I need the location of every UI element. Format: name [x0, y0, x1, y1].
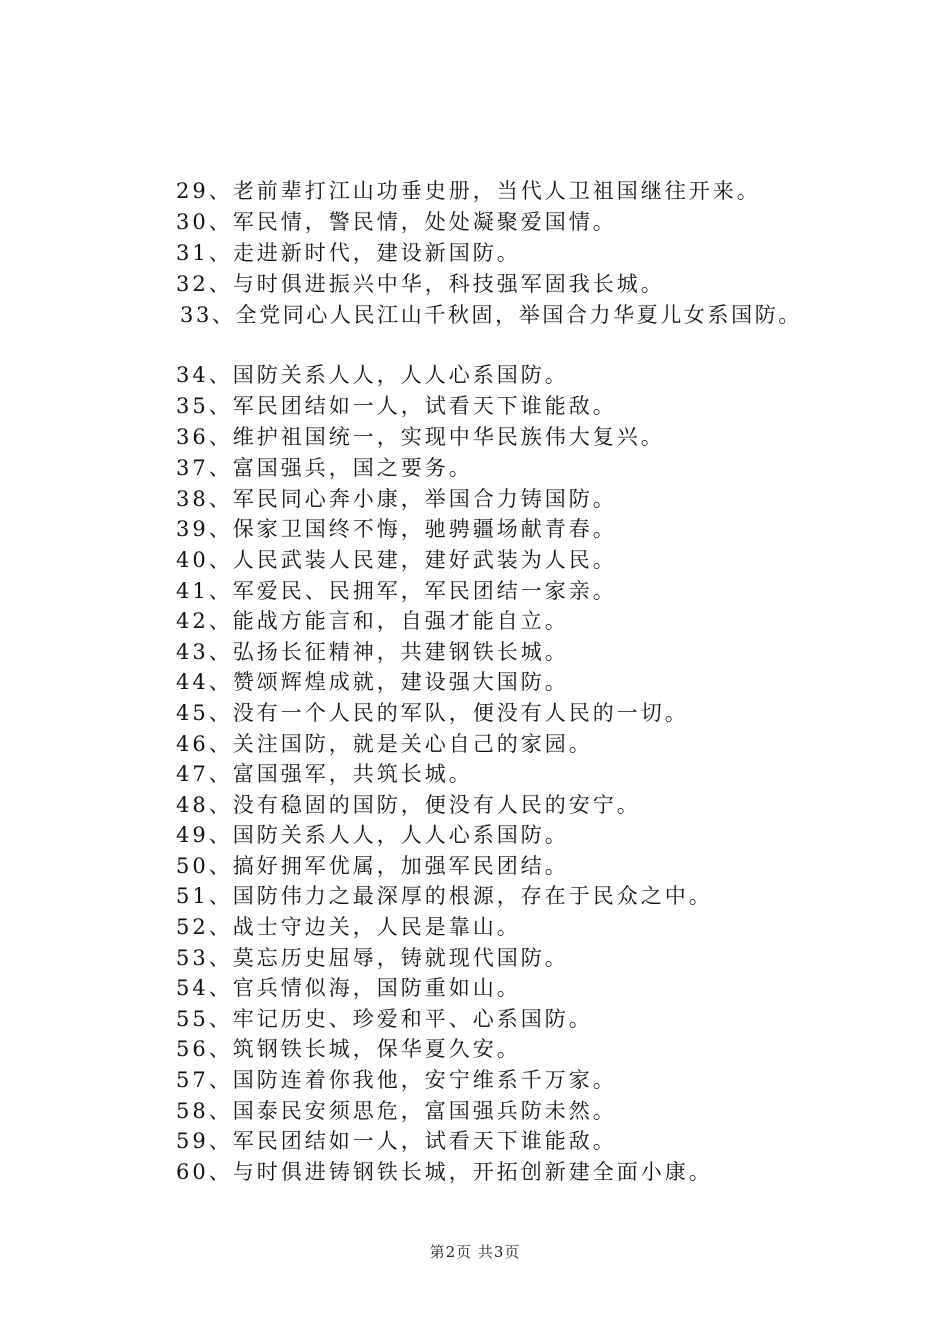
slogan-line-57: 57、国防连着你我他，安宁维系千万家。 [176, 1068, 617, 1092]
slogan-line-53: 53、莫忘历史屈辱，铸就现代国防。 [176, 946, 569, 970]
slogan-line-39: 39、保家卫国终不悔，驰骋疆场献青春。 [176, 517, 617, 541]
slogan-line-58: 58、国泰民安须思危，富国强兵防未然。 [176, 1099, 617, 1123]
slogan-line-47: 47、富国强军，共筑长城。 [176, 762, 473, 786]
slogan-line-60: 60、与时俱进铸钢铁长城，开拓创新建全面小康。 [176, 1160, 713, 1184]
slogan-line-41: 41、军爱民、民拥军，军民团结一家亲。 [176, 579, 617, 603]
slogan-line-30: 30、军民情，警民情，处处凝聚爱国情。 [176, 210, 617, 234]
slogan-line-55: 55、牢记历史、珍爱和平、心系国防。 [176, 1007, 593, 1031]
slogan-line-45: 45、没有一个人民的军队，便没有人民的一切。 [176, 701, 689, 725]
slogan-line-31: 31、走进新时代，建设新国防。 [176, 241, 521, 265]
page-footer: 第2页 共3页 [429, 1243, 521, 1261]
slogan-line-34: 34、国防关系人人，人人心系国防。 [176, 363, 569, 387]
slogan-line-44: 44、赞颂辉煌成就，建设强大国防。 [176, 670, 569, 694]
slogan-line-48: 48、没有稳固的国防，便没有人民的安宁。 [176, 793, 641, 817]
slogan-line-35: 35、军民团结如一人，试看天下谁能敌。 [176, 394, 617, 418]
slogan-line-33: 33、全党同心人民江山千秋固，举国合力华夏儿女系国防。 [180, 303, 802, 327]
slogan-line-52: 52、战士守边关，人民是靠山。 [176, 915, 521, 939]
slogan-line-50: 50、搞好拥军优属，加强军民团结。 [176, 854, 569, 878]
slogan-line-43: 43、弘扬长征精神，共建钢铁长城。 [176, 640, 569, 664]
slogan-line-29: 29、老前辈打江山功垂史册，当代人卫祖国继往开来。 [176, 179, 761, 203]
slogan-line-51: 51、国防伟力之最深厚的根源，存在于民众之中。 [176, 884, 713, 908]
slogan-line-42: 42、能战方能言和，自强才能自立。 [176, 609, 569, 633]
slogan-line-37: 37、富国强兵，国之要务。 [176, 456, 473, 480]
slogan-line-40: 40、人民武装人民建，建好武装为人民。 [176, 548, 617, 572]
slogan-line-49: 49、国防关系人人，人人心系国防。 [176, 823, 569, 847]
slogan-line-56: 56、筑钢铁长城，保华夏久安。 [176, 1037, 521, 1061]
slogan-line-59: 59、军民团结如一人，试看天下谁能敌。 [176, 1129, 617, 1153]
slogan-line-36: 36、维护祖国统一，实现中华民族伟大复兴。 [176, 425, 665, 449]
slogan-line-38: 38、军民同心奔小康，举国合力铸国防。 [176, 487, 617, 511]
slogan-line-32: 32、与时俱进振兴中华，科技强军固我长城。 [176, 272, 665, 296]
slogan-line-54: 54、官兵情似海，国防重如山。 [176, 976, 521, 1000]
slogan-line-46: 46、关注国防，就是关心自己的家园。 [176, 732, 593, 756]
